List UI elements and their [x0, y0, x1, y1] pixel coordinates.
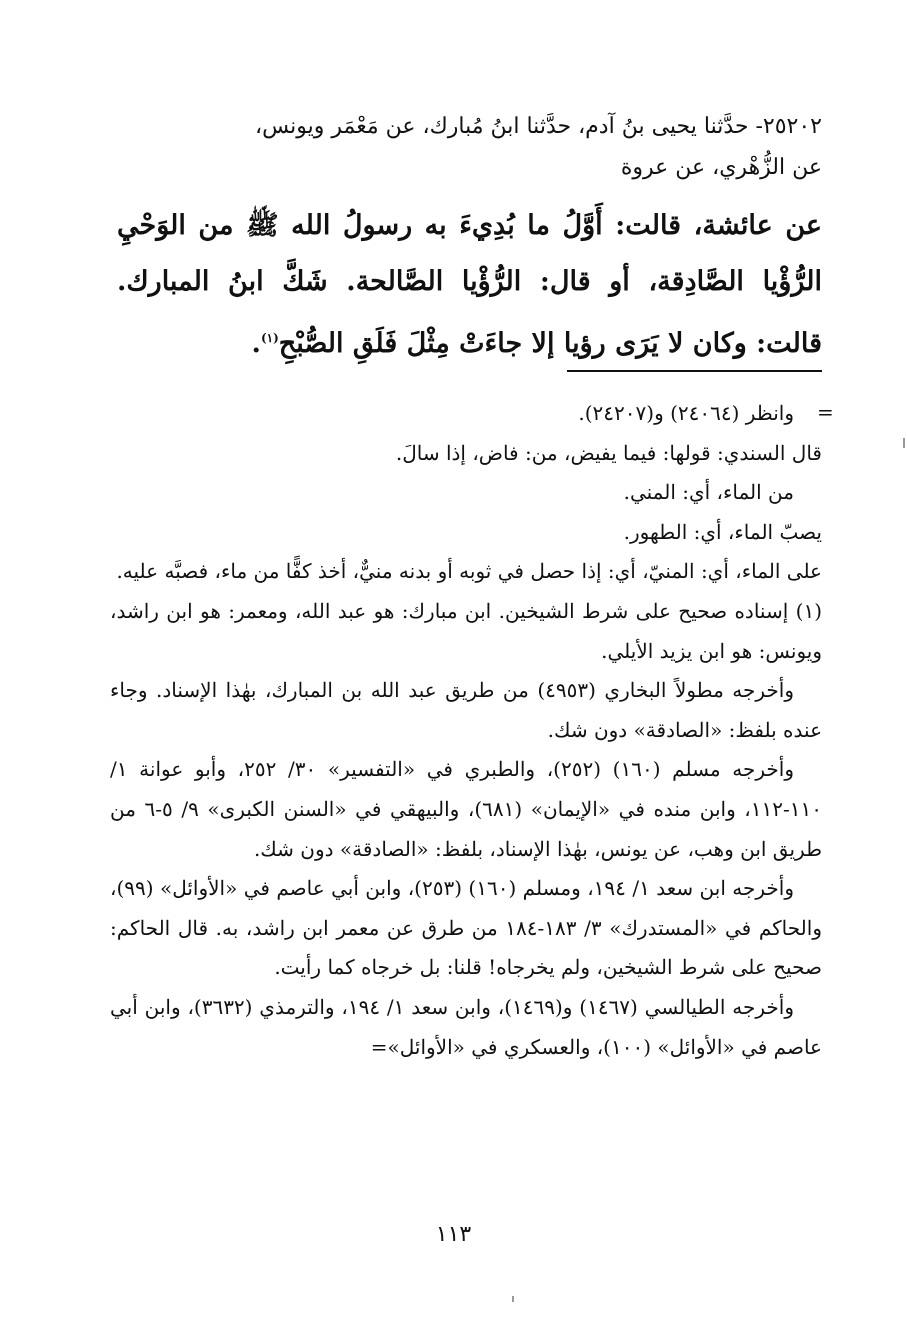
note-line: وأخرجه مطولاً البخاري (٤٩٥٣) من طريق عبد الله بن المبارك، بهٰذا الإسناد. وجاء عنده بلفظ: «الصادقة» دون شك.	[110, 678, 822, 742]
note-line: من الماء، أي: المني.	[623, 480, 794, 505]
note-line: قال السندي: قولها: فيما يفيض، من: فاض، إذا سالَ.	[395, 440, 822, 465]
footnote-ref: (١)	[260, 331, 279, 345]
isnad-line-1: ٢٥٢٠٢- حدَّثنا يحيى بنُ آدم، حدَّثنا ابنُ مُبارك، عن مَعْمَر ويونس،	[255, 114, 822, 139]
scan-speck	[903, 438, 905, 448]
page-number: ١١٣	[435, 1222, 472, 1247]
note-line: على الماء، أي: المنيّ، أي: إذا حصل في ثوبه أو بدنه منيٌّ، أخذ كفًّا من ماء، فصبَّه عليه.	[116, 559, 822, 584]
note-line: وأخرجه الطيالسي (١٤٦٧) و(١٤٦٩)، وابن سعد ١/ ١٩٤، والترمذي (٣٦٣٢)، وابن أبي عاصم في «الأوائل» (١٠٠)، والعسكري في «الأوائل»=	[110, 994, 822, 1059]
note-line: وانظر (٢٤٠٦٤) و(٢٤٢٠٧).	[578, 401, 794, 425]
matn-end: .	[251, 328, 261, 359]
footnote-separator	[567, 370, 822, 372]
footnote-1: (١) إسناده صحيح على شرط الشيخين. ابن مبارك: هو عبد الله، ومعمر: هو ابن راشد، ويونس: هو ابن يزيد الأيلي.	[110, 598, 822, 663]
scan-speck	[512, 1296, 514, 1302]
isnad-line-2: عن الزُّهْري، عن عروة	[620, 155, 822, 180]
continuation-mark: =	[817, 400, 834, 424]
note-line: وأخرجه مسلم (١٦٠) (٢٥٢)، والطبري في «التفسير» ٣٠/ ٢٥٢، وأبو عوانة ١/ ١١٠-١١٢، وابن منده في «الإيمان» (٦٨١)، والبيهقي في «السنن الكبرى» ٩/ ٥-٦ من طريق ابن وهب، عن يونس، بهٰذا الإسناد، بلفظ: «الصادقة» دون شك.	[110, 757, 822, 861]
note-line: وأخرجه ابن سعد ١/ ١٩٤، ومسلم (١٦٠) (٢٥٣)، وابن أبي عاصم في «الأوائل» (٩٩)، والحاكم في «المستدرك» ٣/ ١٨٣-١٨٤ من طرق عن معمر ابن راشد، به. قال الحاكم: صحيح على شرط الشيخين، ولم يخرجاه! قلنا: بل خرجاه كما رأيت.	[110, 876, 822, 980]
hadith-isnad	[117, 106, 822, 188]
matn-text: عن عائشة، قالت: أَوَّلُ ما بُدِيءَ به رسولُ الله ﷺ من الوَحْيِ الرُّؤْيا الصَّادِقة، أو قال: الرُّؤْيا الصَّالحة. شَكَّ ابنُ المبارك. قالت: وكان لا يَرَى رؤيا إلا جاءَتْ مِثْلَ فَلَقِ الصُّبْحِ	[117, 210, 822, 359]
note-line: يصبّ الماء، أي: الطهور.	[623, 519, 822, 544]
hadith-matn	[117, 198, 822, 372]
footnotes	[110, 394, 822, 1067]
